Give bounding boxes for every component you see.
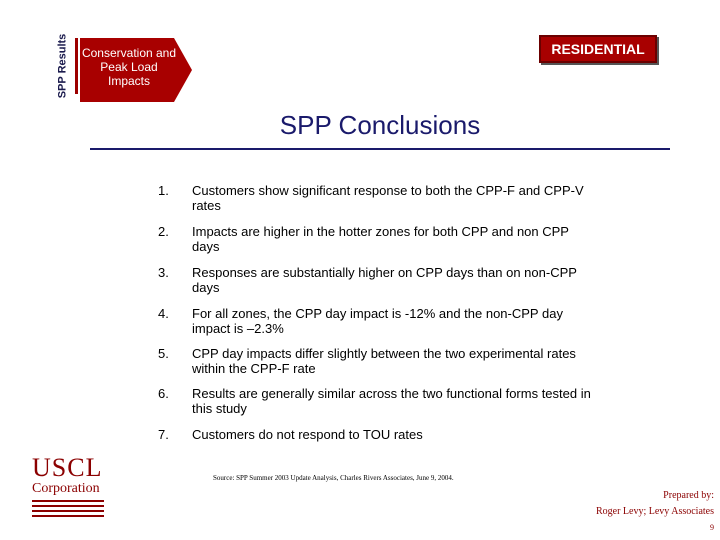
item-number: 5. bbox=[158, 346, 169, 361]
side-tab-label: SPP Results bbox=[56, 33, 69, 99]
item-text: For all zones, the CPP day impact is -12% and the non-CPP day impact is –2.3% bbox=[192, 306, 563, 336]
item-text: Impacts are higher in the hotter zones for both CPP and non CPP days bbox=[192, 224, 569, 254]
residential-badge: RESIDENTIAL bbox=[539, 35, 657, 63]
item-text: Results are generally similar across the two functional forms tested in this study bbox=[192, 386, 591, 416]
item-text: CPP day impacts differ slightly between the two experimental rates within the CPP-F rate bbox=[192, 346, 576, 376]
item-text: Customers show significant response to both the CPP-F and CPP-V rates bbox=[192, 183, 584, 213]
logo-name: USCL bbox=[32, 453, 103, 482]
page-number: 9 bbox=[710, 523, 714, 532]
prepared-by bbox=[596, 488, 714, 520]
section-arrow-label: Conservation and Peak Load Impacts bbox=[81, 46, 177, 88]
item-number: 3. bbox=[158, 265, 169, 280]
item-text: Responses are substantially higher on CPP days than on non-CPP days bbox=[192, 265, 577, 295]
item-number: 1. bbox=[158, 183, 169, 198]
item-number: 7. bbox=[158, 427, 169, 442]
item-number: 6. bbox=[158, 386, 169, 401]
item-number: 4. bbox=[158, 306, 169, 321]
prepared-by-author: Roger Levy; Levy Associates bbox=[595, 506, 714, 517]
side-tab bbox=[50, 33, 78, 99]
source-note: Source: SPP Summer 2003 Update Analysis, Charles Rivers Associates, June 9, 2004. bbox=[213, 474, 454, 482]
prepared-by-label: Prepared by: bbox=[663, 490, 714, 501]
page-title: SPP Conclusions bbox=[279, 110, 481, 140]
logo-subtitle: Corporation bbox=[32, 481, 100, 496]
logo-stripes bbox=[32, 500, 112, 517]
item-number: 2. bbox=[158, 224, 169, 239]
title-divider bbox=[90, 148, 670, 150]
item-text: Customers do not respond to TOU rates bbox=[192, 427, 423, 442]
company-logo bbox=[32, 455, 112, 517]
